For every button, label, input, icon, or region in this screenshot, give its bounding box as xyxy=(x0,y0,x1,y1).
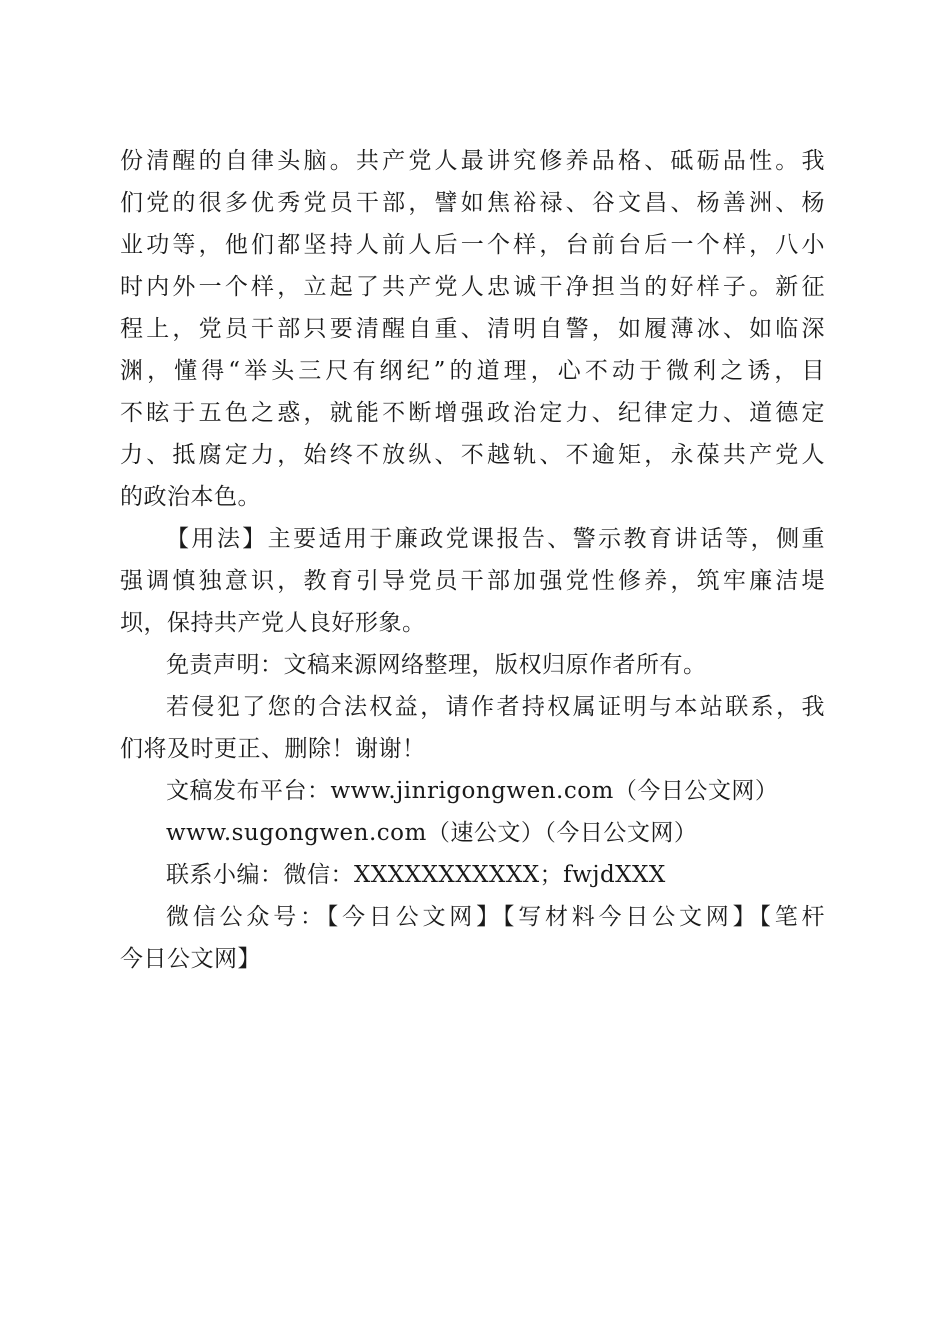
text-line: 们将及时更正、删除！谢谢！ xyxy=(120,736,426,762)
text-line: 强调慎独意识，教育引导党员干部加强党性修养，筑牢廉洁堤 xyxy=(120,568,825,594)
text-line: 力、抵腐定力，始终不放纵、不越轨、不逾矩，永葆共产党人 xyxy=(120,442,825,468)
disclaimer-paragraph xyxy=(120,644,825,686)
site-text: www.sugongwen.com（速公文）（今日公文网） xyxy=(166,820,698,846)
text-line: 今日公文网】 xyxy=(120,946,261,972)
text-line: 【用法】主要适用于廉政党课报告、警示教育讲话等，侧重 xyxy=(166,526,825,552)
platform-paragraph xyxy=(120,770,825,812)
text-line: 们党的很多优秀党员干部，譬如焦裕禄、谷文昌、杨善洲、杨 xyxy=(120,190,825,216)
text-line: 不眩于五色之惑，就能不断增强政治定力、纪律定力、道德定 xyxy=(120,400,825,426)
site-paragraph xyxy=(120,812,825,854)
contact-text: 联系小编：微信：XXXXXXXXXXX；fwjdXXX xyxy=(166,862,666,888)
text-line: 业功等，他们都坚持人前人后一个样，台前台后一个样，八小 xyxy=(120,232,825,258)
text-line: 的政治本色。 xyxy=(120,484,261,510)
text-line: 时内外一个样，立起了共产党人忠诚干净担当的好样子。新征 xyxy=(120,274,825,300)
infringement-paragraph xyxy=(120,686,825,770)
contact-paragraph xyxy=(120,854,825,896)
text-line: 若侵犯了您的合法权益，请作者持权属证明与本站联系，我 xyxy=(166,694,825,720)
text-line: 份清醒的自律头脑。共产党人最讲究修养品格、砥砺品性。我 xyxy=(120,148,825,174)
body-paragraph xyxy=(120,140,825,518)
text-line: 渊，懂得“举头三尺有纲纪”的道理，心不动于微利之诱，目 xyxy=(120,358,825,384)
text-line: 程上，党员干部只要清醒自重、清明自警，如履薄冰、如临深 xyxy=(120,316,825,342)
wechat-paragraph xyxy=(120,896,825,980)
usage-paragraph xyxy=(120,518,825,644)
platform-text: 文稿发布平台：www.jinrigongwen.com（今日公文网） xyxy=(166,778,779,804)
text-line: 微信公众号：【今日公文网】【写材料今日公文网】【笔杆 xyxy=(166,904,825,930)
disclaimer-text: 免责声明：文稿来源网络整理，版权归原作者所有。 xyxy=(166,652,707,678)
document-body xyxy=(120,140,825,980)
text-line: 坝，保持共产党人良好形象。 xyxy=(120,610,426,636)
